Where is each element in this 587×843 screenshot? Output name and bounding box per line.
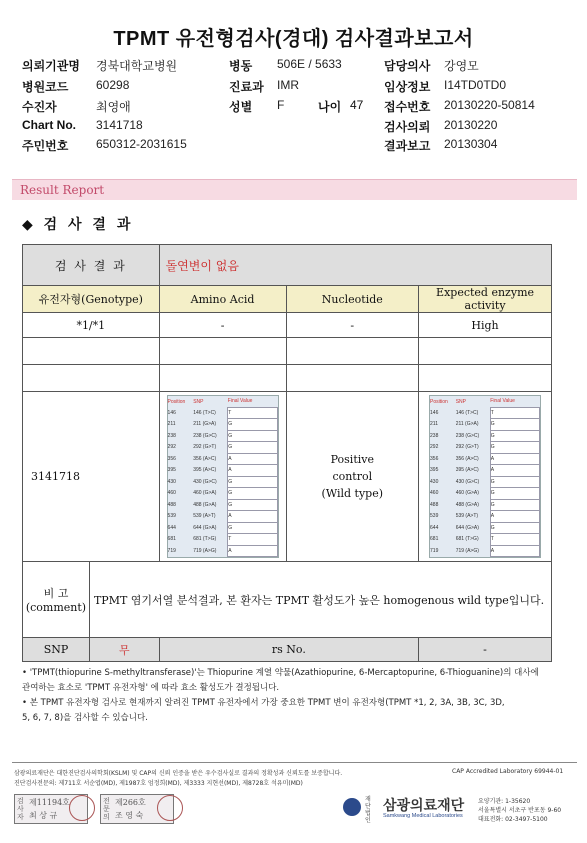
header-value: 20130304 [444, 137, 498, 151]
result-report-banner [12, 179, 577, 200]
grid-snp: 146 (T>C) [193, 409, 216, 416]
control-label-line: control [332, 470, 373, 483]
org-name-en: Samkwang Medical Laboratories [383, 813, 463, 819]
grid-final-value: T [228, 407, 277, 419]
grid-position: 719 [430, 547, 439, 554]
grid-row [430, 522, 540, 534]
control-snp-grid [429, 395, 541, 558]
grid-header: Position [167, 398, 186, 405]
footer-line2: 진단검사전문의: 제711호 서순엽(MD), 제1987호 엄정희(MD), 제3333 지현선(MD), 제8728호 석유미(MD) [14, 780, 303, 787]
grid-snp: 292 (G>T) [193, 444, 217, 451]
grid-snp: 644 (G>A) [455, 524, 479, 531]
grid-snp: 460 (G>A) [455, 490, 479, 497]
grid-position: 395 [167, 467, 176, 474]
grid-position: 356 [167, 455, 176, 462]
grid-position: 395 [430, 467, 439, 474]
grid-snp: 395 (A>C) [455, 467, 479, 474]
grid-final-value: A [228, 545, 277, 557]
contact-line: 요양기관: 1-35620 [478, 798, 531, 805]
comment-label-en: (comment) [25, 601, 87, 614]
header-value: 506E / 5633 [277, 57, 342, 71]
grid-position: 488 [430, 501, 439, 508]
grid-final-value: A [228, 465, 277, 477]
grid-final-value: G [490, 419, 539, 431]
footer-line1: 삼광의료재단은 대한진단검사의학회(KSLM) 및 CAP의 신뢰 인증을 받은 우수검사실로 결과의 정확성과 신뢰도를 보증합니다. [14, 770, 343, 777]
col-amino-acid: Amino Acid [159, 286, 286, 313]
grid-final-value: G [228, 488, 277, 500]
grid-final-value: G [228, 430, 277, 442]
genotype-value: *1/*1 [23, 313, 160, 338]
age-value: 47 [350, 98, 364, 112]
grid-row [168, 534, 278, 546]
org-name: 삼광의료재단 [383, 797, 465, 813]
grid-row [168, 430, 278, 442]
grid-row [168, 511, 278, 523]
grid-row [168, 499, 278, 511]
inspector-seal-icon [69, 795, 95, 821]
grid-position: 430 [430, 478, 439, 485]
grid-snp: 681 (T>G) [193, 536, 217, 543]
grid-final-value: A [490, 545, 539, 557]
grid-header: Final Value [490, 398, 515, 405]
grid-final-value: A [228, 453, 277, 465]
header-key: 진료과 [229, 80, 264, 94]
grid-final-value: A [490, 453, 539, 465]
grid-position: 644 [430, 524, 439, 531]
grid-snp: 681 (T>G) [455, 536, 479, 543]
grid-final-value: A [490, 465, 539, 477]
header-field [384, 98, 535, 115]
grid-final-value: G [490, 442, 539, 454]
header-key: 주민번호 [22, 139, 69, 153]
header-value: I14TD0TD0 [444, 78, 507, 92]
grid-position: 211 [167, 421, 176, 428]
grid-final-value: G [228, 419, 277, 431]
grid-row [430, 488, 540, 500]
doctor-side: 전문의 [103, 797, 110, 821]
grid-position: 460 [167, 490, 176, 497]
header-field [22, 118, 143, 132]
header-key: 결과보고 [384, 139, 431, 153]
inspector-side: 검사자 [17, 797, 24, 821]
grid-row [430, 407, 540, 419]
grid-final-value: T [490, 407, 539, 419]
grid-snp: 356 (A>C) [193, 455, 217, 462]
org-prefix: 재단법인 [365, 797, 371, 824]
comment-label-cell [23, 562, 90, 638]
grid-row [168, 407, 278, 419]
grid-row [430, 534, 540, 546]
header-value: 650312-2031615 [96, 137, 187, 151]
grid-position: 211 [430, 421, 439, 428]
grid-header: Position [430, 398, 448, 405]
header-key: 담당의사 [384, 59, 431, 73]
grid-final-value: G [228, 499, 277, 511]
grid-position: 292 [430, 444, 439, 451]
section-title: ◆ 검 사 결 과 [22, 217, 134, 233]
grid-position: 238 [430, 432, 439, 439]
grid-row [168, 465, 278, 477]
header-key: 성별 [229, 100, 253, 114]
rs-label: rs No. [159, 638, 418, 662]
amino-acid-value: - [159, 313, 286, 338]
header-key: 병원코드 [22, 80, 69, 94]
doctor-name: 조 영 숙 [115, 811, 144, 820]
cap-accreditation: CAP Accredited Laboratory 69944-01 [452, 768, 564, 775]
grid-final-value: G [490, 488, 539, 500]
header-key: 의뢰기관명 [22, 59, 80, 73]
header-key: 접수번호 [384, 100, 431, 114]
header-field [229, 78, 299, 95]
enzyme-activity-value: High [419, 313, 552, 338]
rs-value: - [419, 638, 552, 662]
grid-row [168, 545, 278, 557]
grid-row [168, 522, 278, 534]
grid-snp: 430 (G>C) [455, 478, 480, 485]
grid-snp: 238 (G>C) [193, 432, 217, 439]
grid-position: 488 [167, 501, 176, 508]
contact-line: 대표전화: 02-3497-5100 [478, 816, 548, 823]
note-line: • 본 TPMT 유전자형 검사로 현재까지 알려진 TPMT 유전자에서 가장 중요한 TPMT 변이 유전자형(TPMT *1, 2, 3A, 3B, 3C, 3D, [22, 698, 505, 708]
doctor-no: 제266호 [115, 798, 146, 807]
grid-row [430, 545, 540, 557]
grid-position: 539 [430, 513, 439, 520]
header-field [384, 137, 498, 154]
grid-row [168, 442, 278, 454]
grid-position: 292 [167, 444, 176, 451]
grid-final-value: A [490, 511, 539, 523]
grid-header: Final Value [227, 398, 253, 405]
header-key: 임상정보 [384, 80, 431, 94]
sample-id: 3141718 [23, 392, 160, 562]
result-label: 검 사 결 과 [23, 245, 160, 286]
sample-snp-grid [167, 395, 279, 558]
grid-header: SNP [455, 398, 466, 405]
header-key: Chart No. [22, 118, 76, 132]
header-value: 20130220-50814 [444, 98, 535, 112]
grid-position: 681 [430, 536, 439, 543]
banner-label: Result Report [20, 183, 105, 197]
grid-final-value: G [228, 476, 277, 488]
grid-snp: 539 (A>T) [193, 513, 216, 520]
grid-row [430, 453, 540, 465]
grid-snp: 644 (G>A) [193, 524, 217, 531]
doctor-seal-icon [157, 795, 183, 821]
header-key: 수진자 [22, 100, 57, 114]
grid-snp: 719 (A>G) [455, 547, 479, 554]
grid-final-value: G [490, 430, 539, 442]
grid-row [430, 430, 540, 442]
control-label-line: (Wild type) [321, 487, 384, 500]
grid-snp: 488 (G>A) [193, 501, 217, 508]
grid-final-value: G [490, 499, 539, 511]
grid-position: 644 [167, 524, 176, 531]
grid-row [430, 476, 540, 488]
sample-snp-grid-cell [159, 392, 286, 562]
grid-row [430, 419, 540, 431]
comment-text: TPMT 염기서열 분석결과, 본 환자는 TPMT 활성도가 높은 homogenous wild type입니다. [89, 562, 551, 638]
header-field [22, 78, 130, 95]
snp-value: 무 [89, 638, 159, 662]
grid-snp: 356 (A>C) [455, 455, 479, 462]
col-enzyme-activity: Expected enzyme activity [419, 286, 552, 313]
grid-position: 146 [430, 409, 439, 416]
grid-position: 146 [167, 409, 176, 416]
grid-row [430, 465, 540, 477]
grid-row [168, 453, 278, 465]
grid-final-value: G [228, 522, 277, 534]
grid-row [430, 442, 540, 454]
header-field [22, 57, 178, 74]
grid-snp: 395 (A>C) [193, 467, 217, 474]
grid-final-value: T [490, 534, 539, 546]
header-value: 3141718 [96, 118, 143, 132]
age-label: 나이 [318, 100, 342, 114]
header-value: 강영모 [444, 59, 479, 73]
header-field [229, 57, 342, 74]
grid-position: 539 [167, 513, 176, 520]
contact-line: 서울특별시 서초구 반포동 9-60 [478, 807, 562, 814]
note-line: 관여하는 효소로 'TPMT 유전자형' 에 따라 효소 활성도가 결정됩니다. [22, 683, 280, 693]
grid-position: 681 [167, 536, 176, 543]
comment-label: 비 고 [43, 587, 69, 600]
control-label-line: Positive [330, 453, 374, 466]
grid-snp: 430 (G>C) [193, 478, 217, 485]
snp-label: SNP [23, 638, 90, 662]
grid-position: 238 [167, 432, 176, 439]
grid-final-value: G [490, 522, 539, 534]
grid-row [168, 419, 278, 431]
grid-row [430, 499, 540, 511]
grid-snp: 146 (T>C) [455, 409, 479, 416]
grid-final-value: A [228, 511, 277, 523]
header-field [384, 57, 479, 74]
grid-row [168, 488, 278, 500]
header-field [22, 137, 187, 154]
notes [22, 666, 562, 726]
grid-position: 719 [167, 547, 176, 554]
org-contact [478, 797, 561, 824]
grid-row [168, 476, 278, 488]
header-field [384, 78, 507, 95]
grid-snp: 238 (G>C) [455, 432, 480, 439]
nucleotide-value: - [286, 313, 419, 338]
inspector-no: 제11194호 [29, 798, 70, 807]
inspector-name: 최 상 규 [29, 811, 58, 820]
header-value: 경북대학교병원 [96, 59, 178, 73]
header-value: 20130220 [444, 118, 498, 132]
grid-final-value: G [228, 442, 277, 454]
header-value: 60298 [96, 78, 130, 92]
footer-divider [12, 762, 577, 763]
samkwang-logo-icon [343, 798, 361, 816]
grid-snp: 292 (G>T) [455, 444, 479, 451]
grid-position: 430 [167, 478, 176, 485]
grid-row [430, 511, 540, 523]
header-value: 최영애 [96, 100, 131, 114]
grid-snp: 488 (G>A) [455, 501, 479, 508]
grid-snp: 460 (G>A) [193, 490, 217, 497]
header-field [22, 98, 131, 115]
grid-snp: 211 (G>A) [455, 421, 479, 428]
col-nucleotide: Nucleotide [286, 286, 419, 313]
grid-final-value: G [490, 476, 539, 488]
report-title: TPMT 유전형검사(경대) 검사결과보고서 [113, 28, 474, 50]
note-line: • 'TPMT(thiopurine S-methyltransferase)'는 Thiopurine 계열 약물(Azathiopurine, 6-Mercaptopurine, 6-Thioguanine)의 대사에 [22, 668, 539, 678]
header-key: 검사의뢰 [384, 120, 431, 134]
result-table [22, 244, 552, 662]
control-label-cell [286, 392, 419, 562]
header-field [384, 118, 498, 135]
header-key: 병동 [229, 59, 253, 73]
note-line: 5, 6, 7, 8)을 검사할 수 있습니다. [22, 713, 148, 723]
col-genotype: 유전자형(Genotype) [23, 286, 160, 313]
header-value: F [277, 98, 285, 112]
grid-snp: 719 (A>G) [193, 547, 217, 554]
grid-snp: 539 (A>T) [455, 513, 479, 520]
grid-position: 356 [430, 455, 439, 462]
result-value: 돌연변이 없음 [159, 245, 551, 286]
header-field [229, 98, 285, 115]
grid-position: 460 [430, 490, 439, 497]
grid-header: SNP [193, 398, 204, 405]
grid-snp: 211 (G>A) [193, 421, 217, 428]
control-snp-grid-cell [419, 392, 552, 562]
header-value: IMR [277, 78, 299, 92]
grid-final-value: T [228, 534, 277, 546]
